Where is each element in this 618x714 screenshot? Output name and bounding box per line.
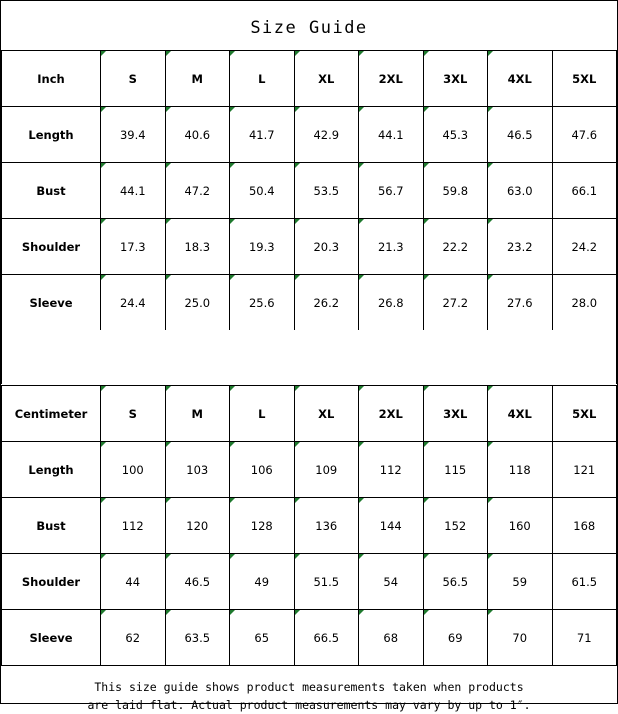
column-header: M (165, 51, 230, 107)
row-label: Length (2, 107, 101, 163)
table-row (2, 275, 617, 331)
table-cell: 144 (359, 498, 424, 554)
table-cell: 70 (488, 610, 553, 666)
table-cell: 26.2 (294, 275, 359, 331)
row-label: Shoulder (2, 219, 101, 275)
table-cell: 25.0 (165, 275, 230, 331)
table-cell: 39.4 (101, 107, 166, 163)
unit-label-centimeter: Centimeter (2, 386, 101, 442)
table-cell: 63.5 (165, 610, 230, 666)
table-cell: 40.6 (165, 107, 230, 163)
table-cell: 136 (294, 498, 359, 554)
table-row (2, 610, 617, 666)
column-header: 4XL (488, 51, 553, 107)
table-cell: 56.7 (359, 163, 424, 219)
table-cell: 59 (488, 554, 553, 610)
table-cell: 152 (423, 498, 488, 554)
column-header: 2XL (359, 51, 424, 107)
size-table-centimeter (1, 385, 617, 666)
table-cell: 100 (101, 442, 166, 498)
table-cell: 61.5 (552, 554, 617, 610)
table-cell: 56.5 (423, 554, 488, 610)
table-cell: 44.1 (101, 163, 166, 219)
column-header: 5XL (552, 386, 617, 442)
table-cell: 109 (294, 442, 359, 498)
column-header: 4XL (488, 386, 553, 442)
table-cell: 68 (359, 610, 424, 666)
table-cell: 118 (488, 442, 553, 498)
table-cell: 50.4 (230, 163, 295, 219)
table-cell: 47.2 (165, 163, 230, 219)
table-cell: 17.3 (101, 219, 166, 275)
table-cell: 65 (230, 610, 295, 666)
row-label: Bust (2, 163, 101, 219)
table-row (2, 442, 617, 498)
column-header: 3XL (423, 386, 488, 442)
table-cell: 18.3 (165, 219, 230, 275)
table-cell: 46.5 (488, 107, 553, 163)
table-row (2, 107, 617, 163)
footnote-line-2: are laid flat. Actual product measurements may vary by up to 1″. (87, 698, 531, 712)
table-cell: 66.1 (552, 163, 617, 219)
column-header: XL (294, 386, 359, 442)
table-cell: 63.0 (488, 163, 553, 219)
table-cell: 59.8 (423, 163, 488, 219)
footnote-line-1: This size guide shows product measurements taken when products (94, 680, 524, 694)
column-header: XL (294, 51, 359, 107)
page-title: Size Guide (250, 18, 368, 38)
table-cell: 112 (359, 442, 424, 498)
table-cell: 25.6 (230, 275, 295, 331)
row-label: Sleeve (2, 610, 101, 666)
table-cell: 28.0 (552, 275, 617, 331)
table-cell: 23.2 (488, 219, 553, 275)
table-cell: 106 (230, 442, 295, 498)
column-header: 5XL (552, 51, 617, 107)
table-cell: 26.8 (359, 275, 424, 331)
table-row (2, 554, 617, 610)
table-cell: 27.6 (488, 275, 553, 331)
table-cell: 27.2 (423, 275, 488, 331)
table-cell: 168 (552, 498, 617, 554)
table-cell: 120 (165, 498, 230, 554)
table-gap-divider (1, 330, 617, 384)
table-cell: 44.1 (359, 107, 424, 163)
table-cell: 51.5 (294, 554, 359, 610)
table-header-row (2, 51, 617, 107)
table-cell: 21.3 (359, 219, 424, 275)
table-cell: 24.2 (552, 219, 617, 275)
size-table-inch (1, 50, 617, 331)
row-label: Length (2, 442, 101, 498)
table-cell: 128 (230, 498, 295, 554)
table-row (2, 219, 617, 275)
table-cell: 20.3 (294, 219, 359, 275)
column-header: S (101, 51, 166, 107)
table-cell: 112 (101, 498, 166, 554)
table-cell: 22.2 (423, 219, 488, 275)
table-cell: 69 (423, 610, 488, 666)
table-cell: 41.7 (230, 107, 295, 163)
column-header: S (101, 386, 166, 442)
column-header: 2XL (359, 386, 424, 442)
table-cell: 47.6 (552, 107, 617, 163)
footnote (1, 666, 617, 714)
table-cell: 121 (552, 442, 617, 498)
column-header: M (165, 386, 230, 442)
column-header: 3XL (423, 51, 488, 107)
table-cell: 19.3 (230, 219, 295, 275)
table-cell: 54 (359, 554, 424, 610)
column-header: L (230, 386, 295, 442)
table-cell: 115 (423, 442, 488, 498)
column-header: L (230, 51, 295, 107)
table-cell: 45.3 (423, 107, 488, 163)
table-row (2, 163, 617, 219)
row-label: Bust (2, 498, 101, 554)
table-cell: 53.5 (294, 163, 359, 219)
table-row (2, 498, 617, 554)
table-cell: 46.5 (165, 554, 230, 610)
table-cell: 42.9 (294, 107, 359, 163)
table-cell: 71 (552, 610, 617, 666)
row-label: Shoulder (2, 554, 101, 610)
table-cell: 24.4 (101, 275, 166, 331)
table-cell: 44 (101, 554, 166, 610)
row-label: Sleeve (2, 275, 101, 331)
table-cell: 62 (101, 610, 166, 666)
table-cell: 49 (230, 554, 295, 610)
table-cell: 103 (165, 442, 230, 498)
table-header-row (2, 386, 617, 442)
unit-label-inch: Inch (2, 51, 101, 107)
table-cell: 66.5 (294, 610, 359, 666)
table-cell: 160 (488, 498, 553, 554)
